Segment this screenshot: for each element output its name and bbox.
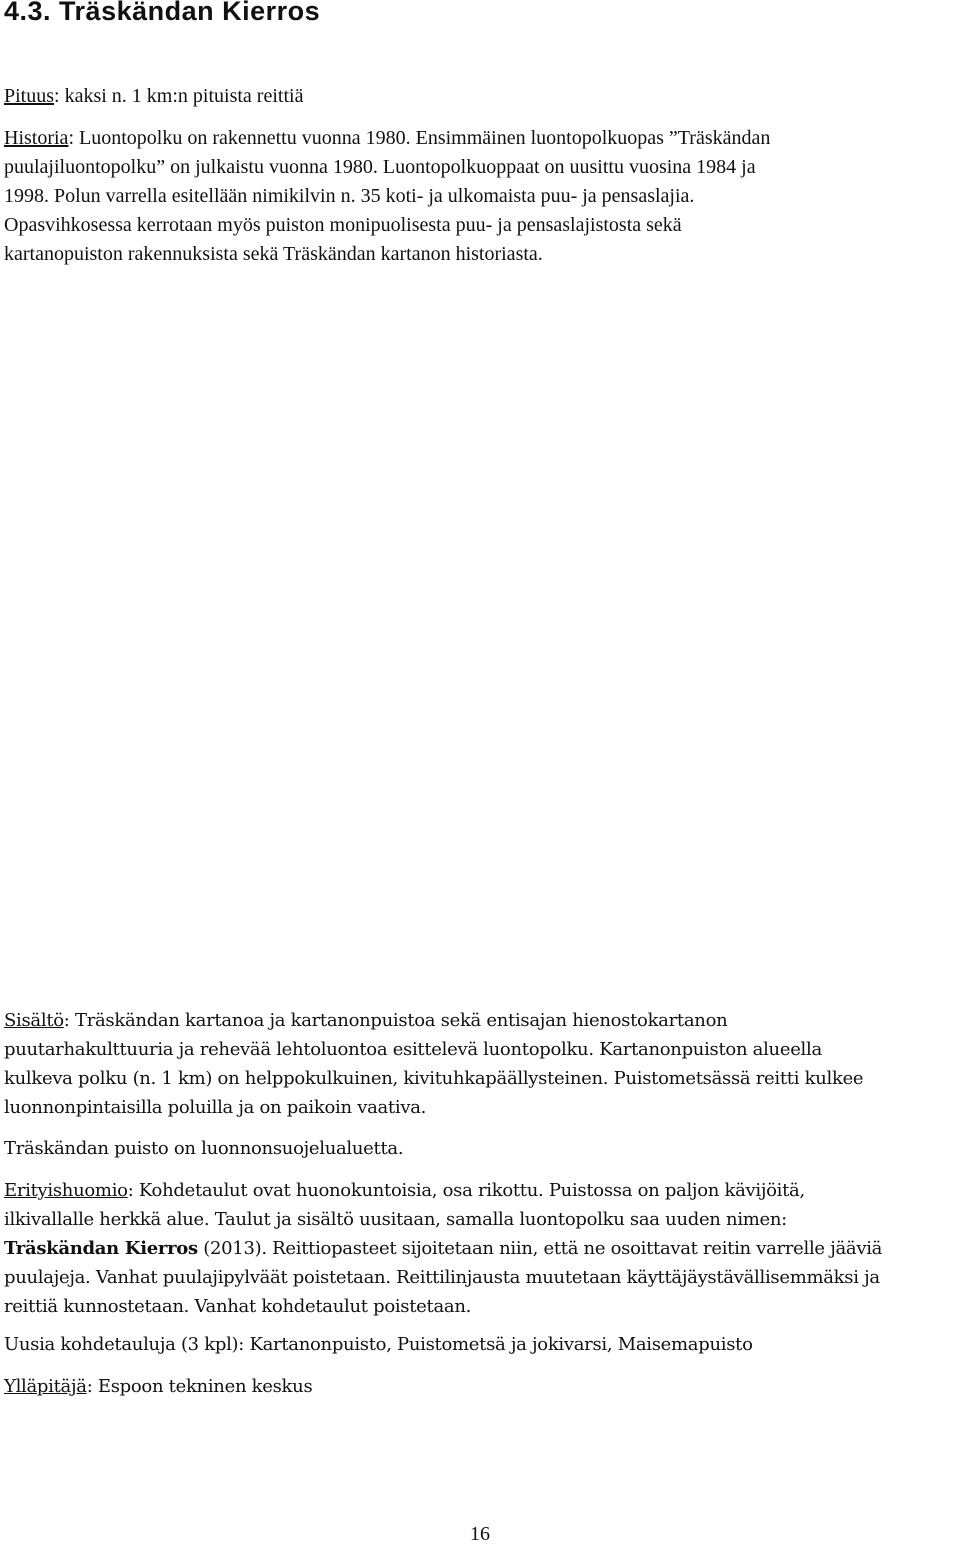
erityishuomio-label: Erityishuomio [4,1180,128,1201]
erityishuomio-line: reittiä kunnostetaan. Vanhat kohdetaulut poistetaan. [4,1296,472,1317]
historia-paragraph [4,124,956,269]
sisalto-label: Sisältö [4,1010,64,1031]
sisalto-line: luonnonpintaisilla poluilla ja on paikoin vaativa. [4,1097,427,1118]
erityishuomio-text: : Kohdetaulut ovat huonokuntoisia, osa rikottu. Puistossa on paljon kävijöitä, [127,1180,805,1201]
page-number: 16 [470,1523,490,1545]
section-heading: 4.3. Träskändan Kierros [4,0,321,26]
suojelu-paragraph: Träskändan puisto on luonnonsuojelualuetta. [4,1138,404,1159]
yllapitaja-text: : Espoon tekninen keskus [86,1376,313,1397]
new-route-name: Träskändan Kierros [4,1238,198,1259]
sisalto-line: puutarhakulttuuria ja rehevää lehtoluontoa esittelevä luontopolku. Kartanonpuiston alueella [4,1039,822,1060]
yllapitaja-paragraph [4,1372,956,1401]
erityishuomio-text: (2013). Reittiopasteet sijoitetaan niin, että ne osoittavat reitin varrelle jääviä [197,1238,883,1259]
sisalto-paragraph [4,1006,956,1122]
historia-line: Opasvihkosessa kerrotaan myös puiston monipuolisesta puu- ja pensaslajistosta sekä [4,214,682,236]
historia-line: kartanopuiston rakennuksista sekä Träskändan kartanon historiasta. [4,243,543,265]
historia-label: Historia [4,127,69,149]
sisalto-line: kulkeva polku (n. 1 km) on helppokulkuinen, kivituhkapäällysteinen. Puistometsässä reitti kulkee [4,1068,864,1089]
historia-line: 1998. Polun varrella esitellään nimikilvin n. 35 koti- ja ulkomaista puu- ja pensaslajia. [4,185,695,207]
historia-text: : Luontopolku on rakennettu vuonna 1980. Ensimmäinen luontopolkuopas ”Träskändan [68,127,771,149]
yllapitaja-label: Ylläpitäjä [4,1376,87,1397]
pituus-paragraph [4,82,956,111]
erityishuomio-line: puulajeja. Vanhat puulajipylväät poistetaan. Reittilinjausta muutetaan käyttäjäystävällisemmäksi ja [4,1267,880,1288]
historia-line [4,124,956,153]
erityishuomio-paragraph [4,1176,956,1321]
erityishuomio-line [4,1176,956,1205]
erityishuomio-line [4,1234,956,1263]
historia-line: puulajiluontopolku” on julkaistu vuonna 1980. Luontopolkuoppaat on uusittu vuosina 1984 ja [4,156,756,178]
kohdetaulut-paragraph: Uusia kohdetauluja (3 kpl): Kartanonpuisto, Puistometsä ja jokivarsi, Maisemapuisto [4,1334,753,1355]
pituus-label: Pituus [4,85,55,107]
erityishuomio-line: ilkivallalle herkkä alue. Taulut ja sisältö uusitaan, samalla luontopolku saa uuden nimen: [4,1209,787,1230]
sisalto-line [4,1006,956,1035]
pituus-text: : kaksi n. 1 km:n pituista reittiä [54,85,304,107]
sisalto-text: : Träskändan kartanoa ja kartanonpuistoa sekä entisajan hienostokartanon [63,1010,728,1031]
